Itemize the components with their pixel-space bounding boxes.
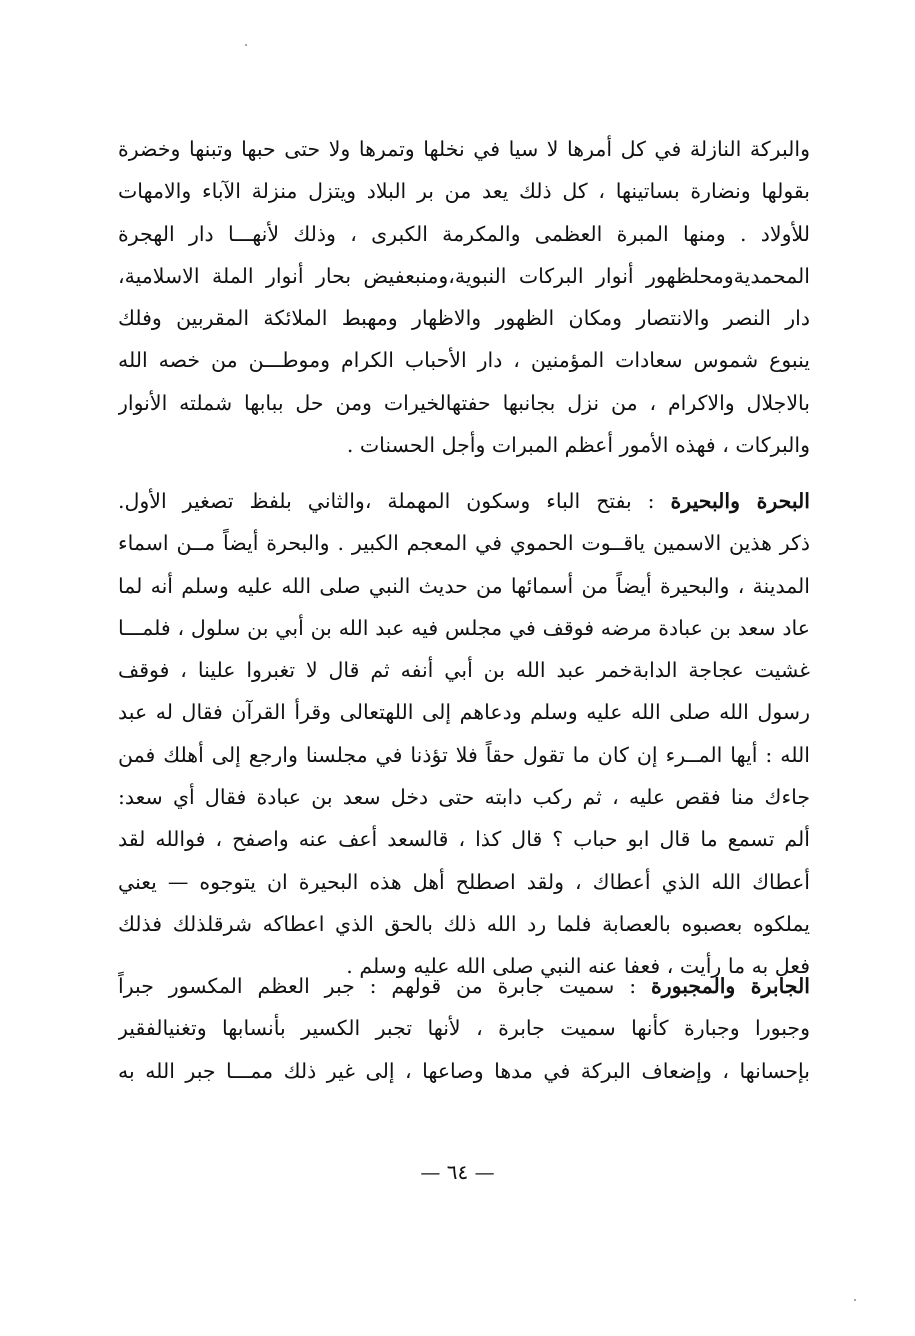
- text-line: يملكوه بعصبوه بالعصابة فلما رد الله ذلك بالحق الذي اعطاكه شرقلذلك فذلك: [118, 911, 810, 936]
- text-line: ينبوع شموس سعادات المؤمنين ، دار الأحباب الكرام وموطـــن من خصه الله: [118, 348, 810, 373]
- text-line: بإحسانها ، وإضعاف البركة في مدها وصاعها ، إلى غير ذلك ممـــا جبر الله به: [118, 1058, 810, 1083]
- entry-heading: البحرة والبحيرة: [670, 489, 810, 513]
- text-line: بقولها ونضارة بساتينها ، كل ذلك يعد من بر البلاد ويتزل منزلة الآباء والامهات: [118, 179, 810, 204]
- text-line: عاد سعد بن عبادة مرضه فوقف في مجلس فيه عبد الله بن أبي بن سلول ، فلمـــا: [118, 615, 810, 640]
- entry-heading: الجابرة والمجبورة: [650, 974, 810, 998]
- text-line: بالاجلال والاكرام ، من نزل بجانبها حفتهالخيرات ومن حل ببابها شملته الأنوار: [118, 390, 810, 415]
- entry-text: : سميت جابرة من قولهم : جبر العظم المكسور جبراً: [118, 974, 651, 998]
- text-line: دار النصر والانتصار ومكان الظهور والاظهار ومهبط الملائكة المقربين وفلك: [118, 306, 810, 331]
- text-line: أعطاك الله الذي أعطاك ، ولقد اصطلح أهل هذه البحيرة ان يتوجوه — يعني: [118, 869, 810, 894]
- scan-speck: [854, 1299, 856, 1301]
- text-line: [118, 480, 810, 522]
- text-line: [118, 965, 810, 1007]
- paragraph-2: [118, 480, 810, 988]
- page-number: — ٦٤ —: [420, 1160, 495, 1184]
- text-line: ألم تسمع ما قال ابو حباب ؟ قال كذا ، قالسعد أعف عنه واصفح ، فوالله لقد: [118, 827, 810, 852]
- text-line: رسول الله صلى الله عليه وسلم ودعاهم إلى اللهتعالى وقرأ القرآن فقال له عبد: [118, 700, 810, 725]
- scan-speck: [245, 44, 247, 46]
- text-line: والبركات ، فهذه الأمور أعظم المبرات وأجل الحسنات .: [346, 433, 810, 458]
- text-line: للأولاد . ومنها المبرة العظمى والمكرمة الكبرى ، وذلك لأنهـــا دار الهجرة: [118, 221, 810, 246]
- text-line: جاءك منا فقص عليه ، ثم ركب دابته حتى دخل سعد بن عبادة فقال أي سعد:: [118, 785, 810, 810]
- text-line: المدينة ، والبحيرة أيضاً من أسمائها من حديث النبي صلى الله عليه وسلم أنه لما: [118, 573, 810, 598]
- text-line: المحمديةومحلظهور أنوار البركات النبوية،ومنبعفيض بحار أنوار الملة الاسلامية،: [118, 263, 810, 288]
- text-line: والبركة النازلة في كل أمرها لا سيا في نخلها وتمرها ولا حتى حبها وتبنها وخضرة: [118, 137, 810, 161]
- entry-text: : بفتح الباء وسكون المهملة ،والثاني بلفظ تصغير الأول.: [118, 489, 671, 513]
- text-line: ذكر هذين الاسمين ياقــوت الحموي في المعجم الكبير . والبحرة أيضاً مــن اسماء: [118, 531, 810, 556]
- text-line: فعل به ما رأيت ، فعفا عنه النبي صلى الله عليه وسلم .: [346, 954, 810, 979]
- text-line: الله : أيها المــرء إن كان ما تقول حقاً فلا تؤذنا في مجلسنا وارجع إلى أهلك فمن: [118, 742, 810, 767]
- text-line: غشيت عجاجة الدابةخمر عبد الله بن أبي أنفه ثم قال لا تغبروا علينا ، فوقف: [118, 658, 810, 683]
- paragraph-1: [118, 128, 810, 466]
- text-line: وجبورا وجبارة كأنها سميت جابرة ، لأنها تجبر الكسير بأنسابها وتغنيالفقير: [118, 1016, 810, 1041]
- paragraph-3: [118, 965, 810, 1092]
